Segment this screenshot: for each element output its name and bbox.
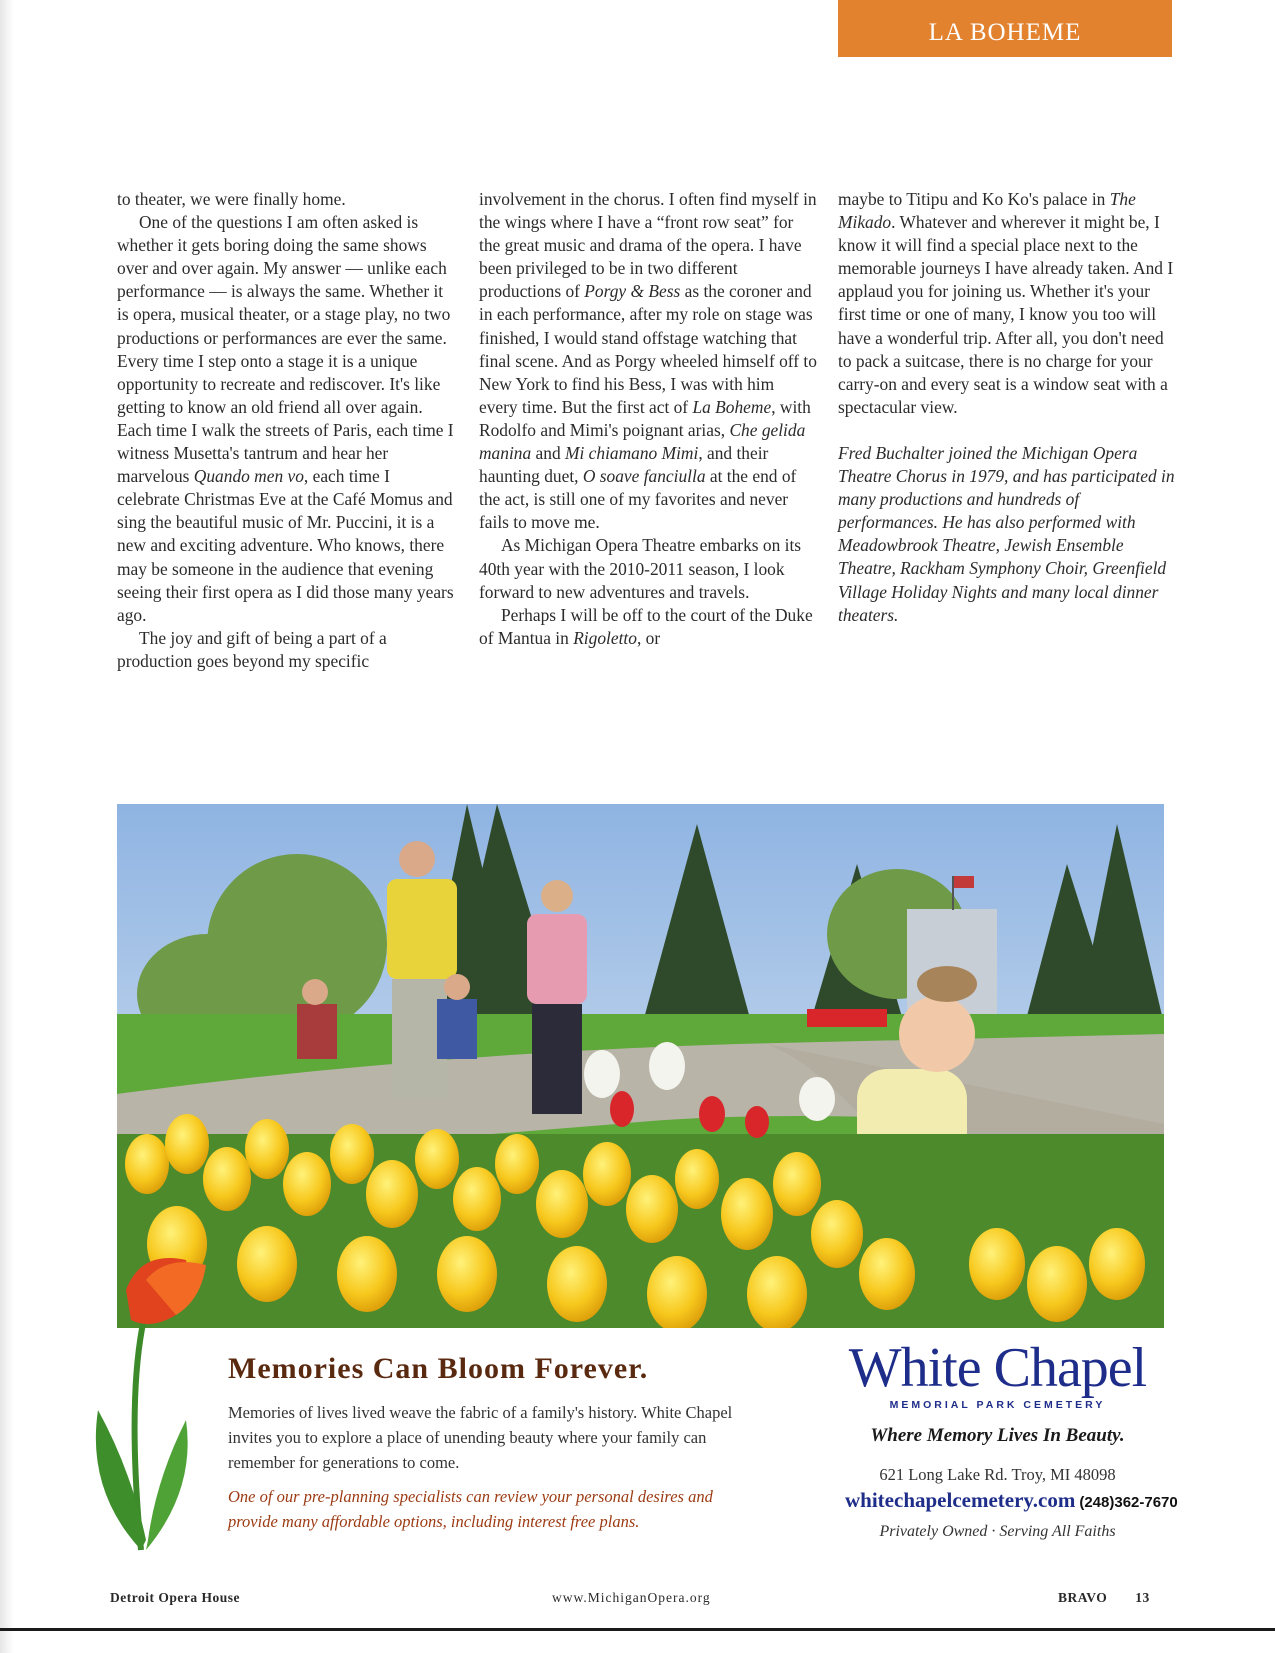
red-tulip-icon bbox=[86, 1250, 226, 1570]
brand-tagline: Where Memory Lives In Beauty. bbox=[870, 1425, 1125, 1446]
page-number: 13 bbox=[1135, 1590, 1150, 1605]
footer-venue: Detroit Opera House bbox=[110, 1590, 240, 1605]
ad-preplanning-note: One of our pre-planning specialists can review your personal desires and provide many affordable options, including interest free plans. bbox=[228, 1487, 713, 1531]
brand-contact bbox=[845, 1488, 1178, 1513]
footer-magazine-page bbox=[1058, 1590, 1150, 1606]
brand-motto: Privately Owned · Serving All Faiths bbox=[879, 1523, 1116, 1540]
article-paragraph: maybe to Titipu and Ko Ko's palace in The Mikado. Whatever and wherever it might be, I know it will find a special place next to the memorable journeys I have already taken. And I applaud you for joining us. Whether it's your first time or one of many, I know you too will have a wonderful trip. After all, you don't need to pack a suitcase, there is no charge for your carry-on and every seat is a window seat with a spectacular view. bbox=[838, 189, 1174, 417]
article-paragraph: The joy and gift of being a part of a production goes beyond my specific bbox=[117, 627, 387, 671]
section-header-tab bbox=[838, 0, 1172, 57]
tulip-garden-scene bbox=[117, 804, 1164, 1328]
article-paragraph: involvement in the chorus. I often find myself in the wings where I have a “front row seat” for the great music and drama of the opera. I have been privileged to be in two different productions of Porgy & Bess as the coroner and in each performance, after my role on stage was finished, I would stand offstage watching that final scene. And as Porgy wheeled himself off to New York to find his Bess, I was with him every time. But the first act of La Boheme, with Rodolfo and Mimi's poignant arias, Che gelida manina and Mi chiamano Mimi, and their haunting duet, O soave fanciulla at the end of the act, is still one of my favorites and never fails to move me. bbox=[479, 189, 817, 533]
article-paragraph: As Michigan Opera Theatre embarks on its 40th year with the 2010-2011 season, I look forward to new adventures and travels. bbox=[479, 535, 802, 602]
footer-website-link[interactable]: www.MichiganOpera.org bbox=[552, 1590, 711, 1605]
article-column-2 bbox=[479, 188, 817, 650]
bottom-rule bbox=[0, 1628, 1275, 1631]
author-bio: Fred Buchalter joined the Michigan Opera Theatre Chorus in 1979, and has participated in many productions and hundreds of performances. He has also performed with Meadowbrook Theatre, Jewish Ensemble Theatre, Rackham Symphony Choir, Greenfield Village Holiday Nights and many local dinner theaters. bbox=[838, 442, 1175, 625]
article-column-1 bbox=[117, 188, 455, 673]
section-title: LA BOHEME bbox=[928, 18, 1082, 46]
brand-phone: (248)362-7670 bbox=[1079, 1494, 1178, 1511]
brand-logo-text: White Chapel bbox=[848, 1337, 1147, 1399]
article-paragraph: to theater, we were finally home. bbox=[117, 189, 346, 209]
article-paragraph: One of the questions I am often asked is whether it gets boring doing the same shows over and over again. My answer — unlike each performance — is always the same. Whether it is opera, musical theater, or a stage play, no two productions or performances are ever the same. Every time I step onto a stage it is a unique opportunity to recreate and rediscover. It's like getting to know an old friend all over again. Each time I walk the streets of Paris, each time I witness Musetta's tantrum and hear her marvelous Quando men vo, each time I celebrate Christmas Eve at the Café Momus and sing the beautiful music of Mr. Puccini, it is a new and exciting adventure. Who knows, there may be someone in the audience that evening seeing their first opera as I did those many years ago. bbox=[117, 212, 454, 625]
brand-address: 621 Long Lake Rd. Troy, MI 48098 bbox=[879, 1465, 1116, 1484]
article-column-3 bbox=[838, 188, 1178, 627]
brand-website-link[interactable]: whitechapelcemetery.com bbox=[845, 1488, 1076, 1512]
white-chapel-brand-block bbox=[845, 1337, 1178, 1541]
article-paragraph: Perhaps I will be off to the court of the Duke of Mantua in Rigoletto, or bbox=[479, 604, 813, 648]
page-edge-shadow bbox=[0, 0, 14, 1653]
ad-headline: Memories Can Bloom Forever. bbox=[228, 1352, 649, 1385]
ad-body-text: Memories of lives lived weave the fabric of a family's history. White Chapel invites you to explore a place of unending beauty where your family can remember for generations to come. bbox=[228, 1403, 733, 1472]
advertisement-photo bbox=[117, 804, 1164, 1328]
brand-subtitle: MEMORIAL PARK CEMETERY bbox=[889, 1399, 1106, 1411]
footer-magazine-name: BRAVO bbox=[1058, 1590, 1108, 1605]
